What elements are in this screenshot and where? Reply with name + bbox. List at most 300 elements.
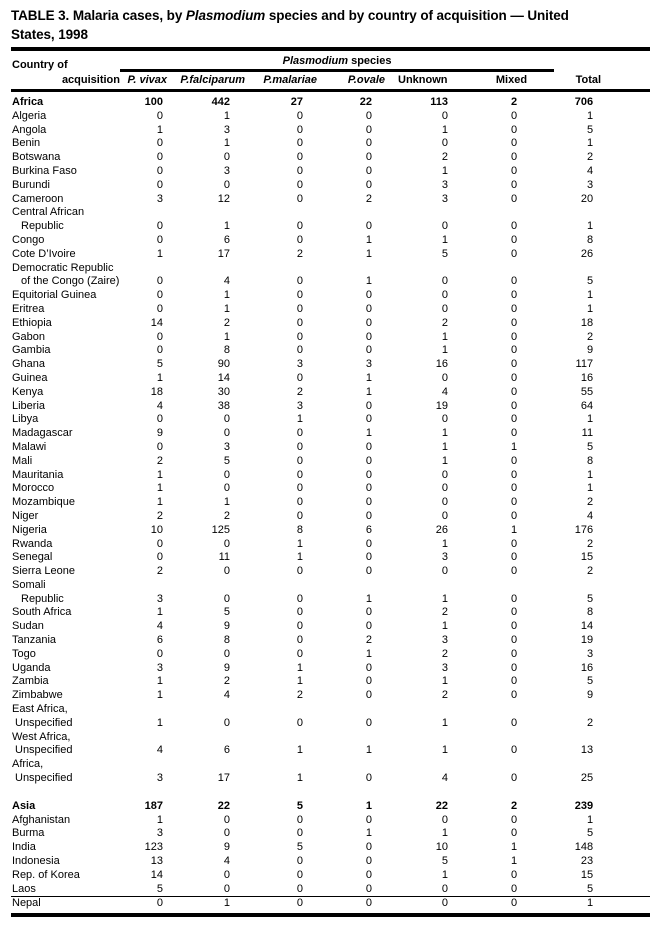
country-label-line: Nigeria (12, 523, 47, 536)
value-cell: 0 (296, 330, 303, 343)
country-label-line: Ethiopia (12, 316, 52, 329)
table-row (11, 262, 650, 290)
value-cell: 1 (365, 827, 372, 840)
value-cell: 2 (223, 509, 230, 522)
value-cell: 1 (296, 661, 303, 674)
value-cell: 0 (398, 897, 458, 915)
value-cell: 2 (510, 96, 518, 108)
value-cell: 0 (441, 220, 448, 233)
value-cell: 0 (296, 454, 303, 467)
value-cell: 0 (510, 813, 518, 826)
spanner-italic-text: Plasmodium (282, 55, 349, 67)
country-label-line: Senegal (12, 551, 53, 564)
country-cell (11, 662, 120, 676)
value-cell: 0 (441, 413, 448, 426)
value-cell: 0 (296, 468, 303, 481)
value-cell: 0 (296, 496, 303, 509)
value-cell: 14 (150, 868, 163, 881)
value-cell: 0 (223, 868, 230, 881)
value-cell: 0 (296, 275, 303, 288)
country-label-line: Rep. of Korea (12, 868, 80, 881)
country-label-line: Republic (21, 592, 64, 605)
value-cell: 0 (365, 551, 372, 564)
value-cell: 0 (296, 371, 303, 384)
country-label-line: Nepal (12, 897, 41, 910)
value-cell: 1 (586, 289, 594, 302)
value-cell: 0 (296, 233, 303, 246)
value-cell: 0 (156, 275, 163, 288)
value-cell: 9 (223, 661, 230, 674)
value-cell: 1 (441, 233, 448, 246)
country-label-line: Republic (21, 220, 64, 233)
value-cell: 0 (458, 897, 554, 915)
country-cell (11, 193, 120, 207)
table-row (11, 565, 650, 579)
value-cell: 16 (435, 358, 448, 371)
value-cell: 0 (296, 868, 303, 881)
country-label-line: Gabon (12, 330, 46, 343)
country-cell (11, 303, 120, 317)
value-cell: 5 (586, 275, 594, 288)
value-cell: 0 (296, 716, 303, 729)
value-cell: 706 (574, 96, 594, 108)
country-label-line: East Africa, (12, 703, 68, 716)
value-cell: 0 (223, 716, 230, 729)
value-cell: 8 (223, 634, 230, 647)
column-header-mixed: Mixed (458, 71, 554, 91)
country-label-line: Togo (12, 647, 36, 660)
table-row (11, 179, 650, 193)
value-cell: 4 (156, 399, 163, 412)
table-row (11, 413, 650, 427)
country-label-line: Democratic Republic (12, 261, 114, 274)
value-cell: 0 (296, 482, 303, 495)
value-cell: 0 (296, 606, 303, 619)
value-cell: 0 (223, 565, 230, 578)
value-cell: 442 (211, 96, 230, 108)
country-label-line: Burma (12, 827, 45, 840)
table-header (11, 49, 650, 91)
value-cell: 0 (223, 592, 230, 605)
value-cell: 19 (435, 399, 448, 412)
country-label-line: Niger (12, 509, 39, 522)
table-title (11, 6, 647, 44)
table-row (11, 455, 650, 469)
table-row (11, 827, 650, 841)
value-cell: 1 (156, 716, 163, 729)
value-cell: 0 (296, 634, 303, 647)
value-cell: 0 (365, 496, 372, 509)
value-cell: 13 (150, 855, 163, 868)
country-label-line: Tanzania (12, 634, 57, 647)
country-cell (11, 317, 120, 331)
value-cell: 2 (441, 606, 448, 619)
value-cell: 0 (365, 289, 372, 302)
value-cell: 1 (156, 813, 163, 826)
country-label-line: Angola (12, 123, 47, 136)
value-cell: 4 (223, 275, 230, 288)
value-cell: 148 (574, 841, 594, 854)
country-cell (11, 606, 120, 620)
country-label-line: Liberia (12, 399, 46, 412)
spacer-row (11, 786, 650, 800)
country-label-line: of the Congo (Zaire) (21, 275, 120, 288)
value-cell: 0 (296, 882, 303, 895)
value-cell: 8 (586, 454, 594, 467)
country-label-line: Algeria (12, 109, 47, 122)
value-cell: 30 (217, 385, 230, 398)
table-row (11, 110, 650, 124)
country-cell (11, 262, 120, 290)
value-cell: 0 (365, 178, 372, 191)
value-cell: 0 (510, 620, 518, 633)
value-cell: 0 (510, 661, 518, 674)
value-cell: 2 (441, 316, 448, 329)
value-cell: 0 (296, 813, 303, 826)
value-cell: 15 (580, 868, 594, 881)
country-label-line: Indonesia (12, 855, 60, 868)
spanner-row (11, 49, 650, 71)
value-cell: 1 (296, 675, 303, 688)
value-cell: 0 (365, 661, 372, 674)
value-cell: 0 (510, 302, 518, 315)
value-cell: 0 (296, 592, 303, 605)
country-label-line: Laos (12, 882, 36, 895)
table-row (11, 344, 650, 358)
value-cell: 0 (510, 151, 518, 164)
country-cell (11, 427, 120, 441)
value-cell: 1 (365, 275, 372, 288)
value-cell: 0 (510, 371, 518, 384)
value-cell: 2 (586, 330, 594, 343)
table-row (11, 193, 650, 207)
value-cell: 0 (296, 316, 303, 329)
country-cell (11, 883, 120, 897)
table-row (11, 579, 650, 607)
value-cell: 55 (580, 385, 594, 398)
value-cell: 176 (574, 523, 594, 536)
value-cell: 0 (223, 413, 230, 426)
table-row (11, 703, 650, 731)
value-cell: 0 (365, 482, 372, 495)
value-cell: 0 (510, 316, 518, 329)
value-cell: 2 (586, 565, 594, 578)
value-cell: 1 (156, 371, 163, 384)
table-row (11, 469, 650, 483)
value-cell: 1 (586, 302, 594, 315)
value-cell: 1 (296, 413, 303, 426)
value-cell: 4 (441, 772, 448, 785)
value-cell: 0 (156, 109, 163, 122)
value-cell: 1 (223, 220, 230, 233)
value-cell: 0 (156, 330, 163, 343)
value-cell: 100 (144, 96, 163, 108)
value-cell: 0 (223, 537, 230, 550)
value-cell: 18 (150, 385, 163, 398)
table-row (11, 151, 650, 165)
table-row (11, 510, 650, 524)
value-cell: 5 (156, 358, 163, 371)
value-cell: 4 (586, 509, 594, 522)
value-cell: 0 (365, 413, 372, 426)
country-cell (11, 565, 120, 579)
column-header-total: Total (554, 71, 650, 91)
value-cell: 0 (365, 399, 372, 412)
value-cell: 0 (365, 537, 372, 550)
column-header-p-falciparum: P.falciparum (172, 71, 252, 91)
country-label-line: Rwanda (12, 537, 53, 550)
value-cell: 2 (365, 192, 372, 205)
value-cell: 0 (510, 606, 518, 619)
value-cell: 2 (586, 496, 594, 509)
value-cell: 6 (156, 634, 163, 647)
value-cell: 0 (365, 813, 372, 826)
value-cell: 8 (586, 233, 594, 246)
table-row (11, 124, 650, 138)
value-cell: 0 (510, 123, 518, 136)
value-cell: 0 (223, 151, 230, 164)
table-row (11, 675, 650, 689)
value-cell: 0 (365, 689, 372, 702)
value-cell: 2 (296, 247, 303, 260)
value-cell: 1 (296, 537, 303, 550)
value-cell: 0 (510, 689, 518, 702)
value-cell: 0 (296, 855, 303, 868)
value-cell: 0 (296, 647, 303, 660)
value-cell: 1 (156, 482, 163, 495)
value-cell: 0 (510, 178, 518, 191)
value-cell: 1 (586, 109, 594, 122)
value-cell: 0 (296, 178, 303, 191)
value-cell: 0 (365, 454, 372, 467)
country-cell (11, 248, 120, 262)
value-cell: 3 (156, 192, 163, 205)
value-cell: 1 (156, 496, 163, 509)
country-label-line: Unspecified (15, 772, 73, 785)
value-cell: 90 (217, 358, 230, 371)
table-row (11, 662, 650, 676)
value-cell: 0 (365, 868, 372, 881)
value-cell: 22 (435, 799, 448, 812)
value-cell: 5 (296, 841, 303, 854)
value-cell: 3 (156, 661, 163, 674)
country-label-line: Asia (12, 799, 36, 812)
country-cell (11, 124, 120, 138)
country-label-line: Kenya (12, 385, 44, 398)
country-cell (11, 689, 120, 703)
country-label-line: Ghana (12, 358, 46, 371)
country-label-line: Cameroon (12, 192, 64, 205)
value-cell: 1 (441, 827, 448, 840)
value-cell: 0 (365, 772, 372, 785)
value-cell: 2 (365, 634, 372, 647)
value-cell: 0 (510, 716, 518, 729)
value-cell: 0 (156, 344, 163, 357)
country-cell (11, 91, 120, 110)
country-cell (11, 400, 120, 414)
country-cell (11, 524, 120, 538)
value-cell: 2 (223, 316, 230, 329)
country-label-line: Burundi (12, 178, 50, 191)
value-cell: 18 (580, 316, 594, 329)
value-cell: 0 (252, 897, 324, 915)
value-cell: 9 (586, 689, 594, 702)
value-cell: 1 (223, 289, 230, 302)
country-label-line: Somali (12, 578, 46, 591)
country-label-line: Mauritania (12, 468, 64, 481)
value-cell: 1 (586, 482, 594, 495)
country-label-line: Cote D’Ivoire (12, 247, 76, 260)
value-cell: 0 (223, 813, 230, 826)
column-header-row (11, 71, 650, 91)
table-row (11, 206, 650, 234)
value-cell: 0 (156, 413, 163, 426)
value-cell: 0 (441, 302, 448, 315)
country-cell (11, 110, 120, 124)
value-cell: 0 (156, 178, 163, 191)
value-cell: 0 (156, 302, 163, 315)
value-cell: 0 (156, 647, 163, 660)
table-row (11, 234, 650, 248)
table-row (11, 634, 650, 648)
value-cell: 0 (510, 537, 518, 550)
value-cell: 5 (586, 592, 594, 605)
country-label-line: Madagascar (12, 427, 73, 440)
value-cell: 0 (510, 427, 518, 440)
value-cell: 5 (586, 675, 594, 688)
country-cell (11, 897, 120, 915)
value-cell: 3 (586, 647, 594, 660)
value-cell: 3 (441, 551, 448, 564)
country-cell (11, 758, 120, 786)
value-cell: 0 (510, 192, 518, 205)
country-cell (11, 344, 120, 358)
country-label-line: South Africa (12, 606, 72, 619)
table-title-line: TABLE 3. Malaria cases, by Plasmodium species and by country of acquisition — United (11, 8, 569, 23)
value-cell: 1 (441, 868, 448, 881)
value-cell: 0 (510, 868, 518, 881)
value-cell: 2 (296, 385, 303, 398)
value-cell: 5 (586, 882, 594, 895)
value-cell: 0 (510, 468, 518, 481)
value-cell: 0 (296, 827, 303, 840)
country-cell (11, 579, 120, 607)
value-cell: 1 (510, 523, 518, 536)
value-cell: 0 (365, 109, 372, 122)
country-cell (11, 482, 120, 496)
table-row (11, 372, 650, 386)
value-cell: 14 (580, 620, 594, 633)
value-cell: 2 (223, 675, 230, 688)
value-cell: 0 (510, 233, 518, 246)
value-cell: 17 (217, 772, 230, 785)
value-cell: 1 (296, 772, 303, 785)
value-cell: 0 (223, 647, 230, 660)
value-cell: 123 (144, 841, 163, 854)
value-cell: 0 (296, 192, 303, 205)
value-cell: 2 (586, 151, 594, 164)
value-cell: 1 (156, 123, 163, 136)
value-cell: 0 (156, 164, 163, 177)
country-cell (11, 358, 120, 372)
value-cell: 1 (365, 371, 372, 384)
value-cell: 0 (120, 897, 172, 915)
table-row (11, 800, 650, 814)
country-cell (11, 800, 120, 814)
value-cell: 1 (441, 716, 448, 729)
country-label-line: Africa, (12, 758, 44, 771)
value-cell: 0 (510, 565, 518, 578)
value-cell: 3 (223, 440, 230, 453)
value-cell: 10 (435, 841, 448, 854)
value-cell: 16 (580, 661, 594, 674)
value-cell: 0 (156, 440, 163, 453)
value-cell: 0 (365, 468, 372, 481)
value-cell: 0 (365, 123, 372, 136)
value-cell: 0 (156, 551, 163, 564)
value-cell: 5 (441, 855, 448, 868)
value-cell: 0 (296, 509, 303, 522)
country-cell (11, 234, 120, 248)
country-label-line: Sierra Leone (12, 565, 75, 578)
value-cell: 1 (441, 330, 448, 343)
table-row (11, 841, 650, 855)
value-cell: 0 (296, 344, 303, 357)
value-cell: 0 (510, 275, 518, 288)
country-cell (11, 855, 120, 869)
value-cell: 0 (510, 772, 518, 785)
value-cell: 0 (510, 882, 518, 895)
country-cell (11, 151, 120, 165)
value-cell: 0 (510, 744, 518, 757)
value-cell: 0 (223, 827, 230, 840)
value-cell: 1 (156, 675, 163, 688)
country-cell (11, 827, 120, 841)
country-cell (11, 731, 120, 759)
country-cell (11, 165, 120, 179)
value-cell: 3 (365, 358, 372, 371)
country-cell (11, 179, 120, 193)
table-row (11, 303, 650, 317)
value-cell: 2 (156, 454, 163, 467)
value-cell: 1 (510, 841, 518, 854)
table-row (11, 855, 650, 869)
value-cell: 2 (586, 537, 594, 550)
value-cell: 1 (223, 109, 230, 122)
table-row (11, 400, 650, 414)
value-cell: 1 (441, 537, 448, 550)
value-cell: 0 (156, 151, 163, 164)
value-cell: 23 (580, 855, 594, 868)
value-cell: 1 (586, 468, 594, 481)
value-cell: 3 (441, 192, 448, 205)
value-cell: 0 (223, 468, 230, 481)
value-cell: 1 (365, 592, 372, 605)
table-row (11, 91, 650, 110)
spacer-cell (11, 786, 650, 800)
value-cell: 12 (217, 192, 230, 205)
value-cell: 0 (296, 427, 303, 440)
table-row (11, 248, 650, 262)
value-cell: 27 (290, 96, 303, 108)
country-cell (11, 469, 120, 483)
table-row (11, 606, 650, 620)
value-cell: 1 (554, 897, 650, 915)
value-cell: 1 (441, 454, 448, 467)
value-cell: 1 (156, 689, 163, 702)
value-cell: 9 (586, 344, 594, 357)
country-label-line: Mali (12, 454, 33, 467)
